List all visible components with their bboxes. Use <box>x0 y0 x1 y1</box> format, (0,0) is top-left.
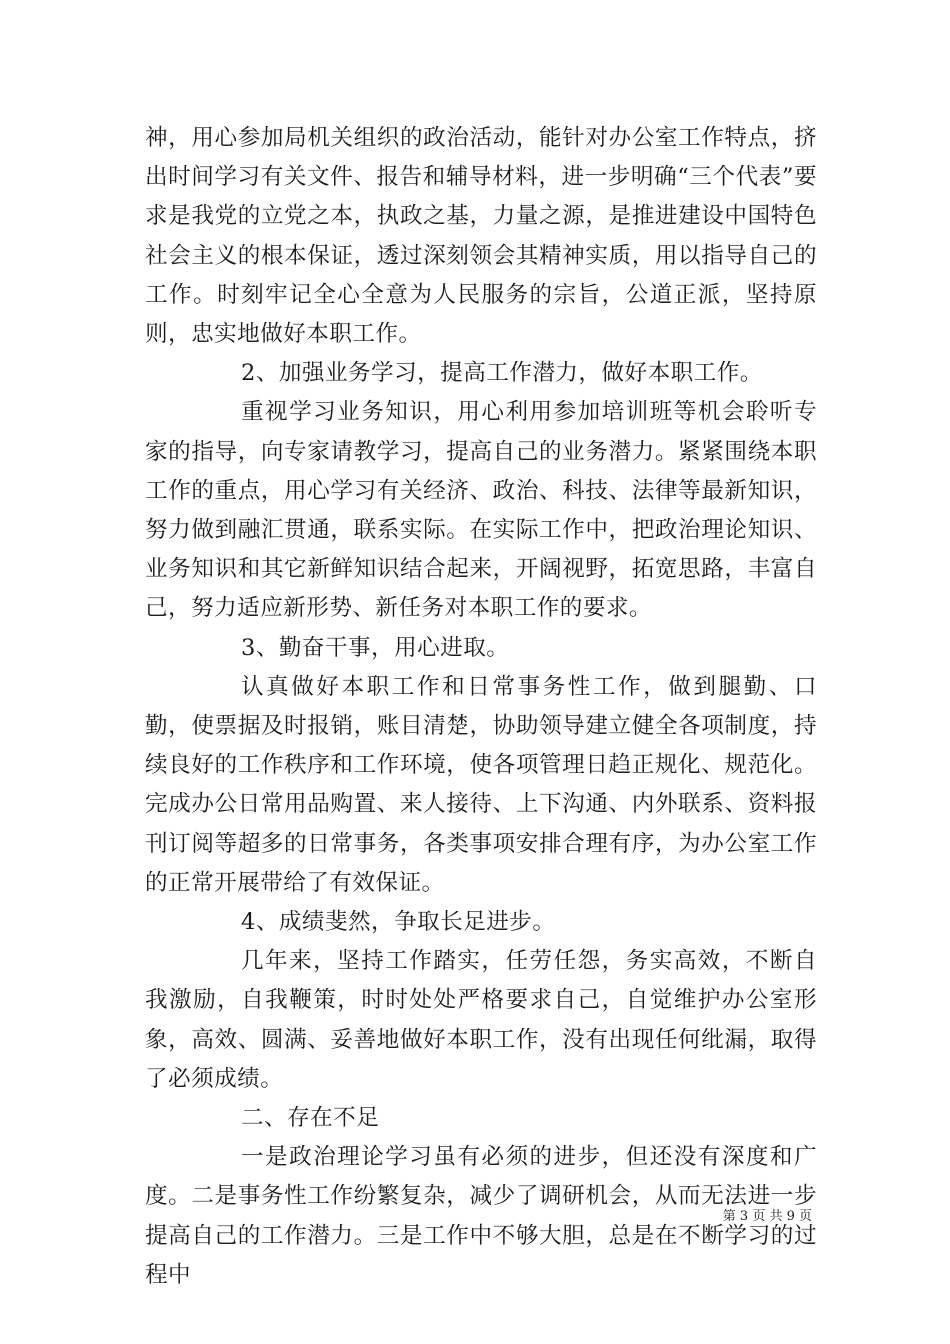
section-heading-4: 4、成绩斐然，争取长足进步。 <box>241 909 556 936</box>
section-heading-3: 3、勤奋干事，用心进取。 <box>241 634 510 661</box>
section-heading-2: 2、加强业务学习，提高工作潜力，做好本职工作。 <box>241 360 763 387</box>
paragraph-shortcomings: 一是政治理论学习虽有必须的进步，但还没有深度和广度。二是事务性工作纷繁复杂，减少了调研机会，从而无法进一步提高自己的工作潜力。三是工作中不够大胆，总是在不断学习的过程中 <box>145 1144 817 1288</box>
paragraph-continuation: 神，用心参加局机关组织的政治活动，能针对办公室工作特点，挤出时间学习有关文件、报告和辅导材料，进一步明确“三个代表”要求是我党的立党之本，执政之基，力量之源，是推进建设中国特色社会主义的根本保证，透过深刻领会其精神实质，用以指导自己的工作。时刻牢记全心全意为人民服务的宗旨，公道正派，坚持原则，忠实地做好本职工作。 <box>145 125 817 348</box>
document-body <box>145 119 817 1295</box>
paragraph-diligent-work: 认真做好本职工作和日常事务性工作，做到腿勤、口勤，使票据及时报销，账目清楚，协助领导建立健全各项制度，持续良好的工作秩序和工作环境，使各项管理日趋正规化、规范化。完成办公日常用品购置、来人接待、上下沟通、内外联系、资料报刊订阅等超多的日常事务，各类事项安排合理有序，为办公室工作的正常开展带给了有效保证。 <box>145 673 817 896</box>
section-heading-shortcomings: 二、存在不足 <box>241 1105 380 1132</box>
paragraph-business-study: 重视学习业务知识，用心利用参加培训班等机会聆听专家的指导，向专家请教学习，提高自己的业务潜力。紧紧围绕本职工作的重点，用心学习有关经济、政治、科技、法律等最新知识，努力做到融汇贯通，联系实际。在实际工作中，把政治理论知识、业务知识和其它新鲜知识结合起来，开阔视野，拓宽思路，丰富自己，努力适应新形势、新任务对本职工作的要求。 <box>145 399 817 622</box>
paragraph-achievements: 几年来，坚持工作踏实，任劳任怨，务实高效，不断自我激励，自我鞭策，时时处处严格要求自己，自觉维护办公室形象，高效、圆满、妥善地做好本职工作，没有出现任何纰漏，取得了必须成绩。 <box>145 948 817 1092</box>
page-number: 第 3 页 共 9 页 <box>722 1209 812 1224</box>
